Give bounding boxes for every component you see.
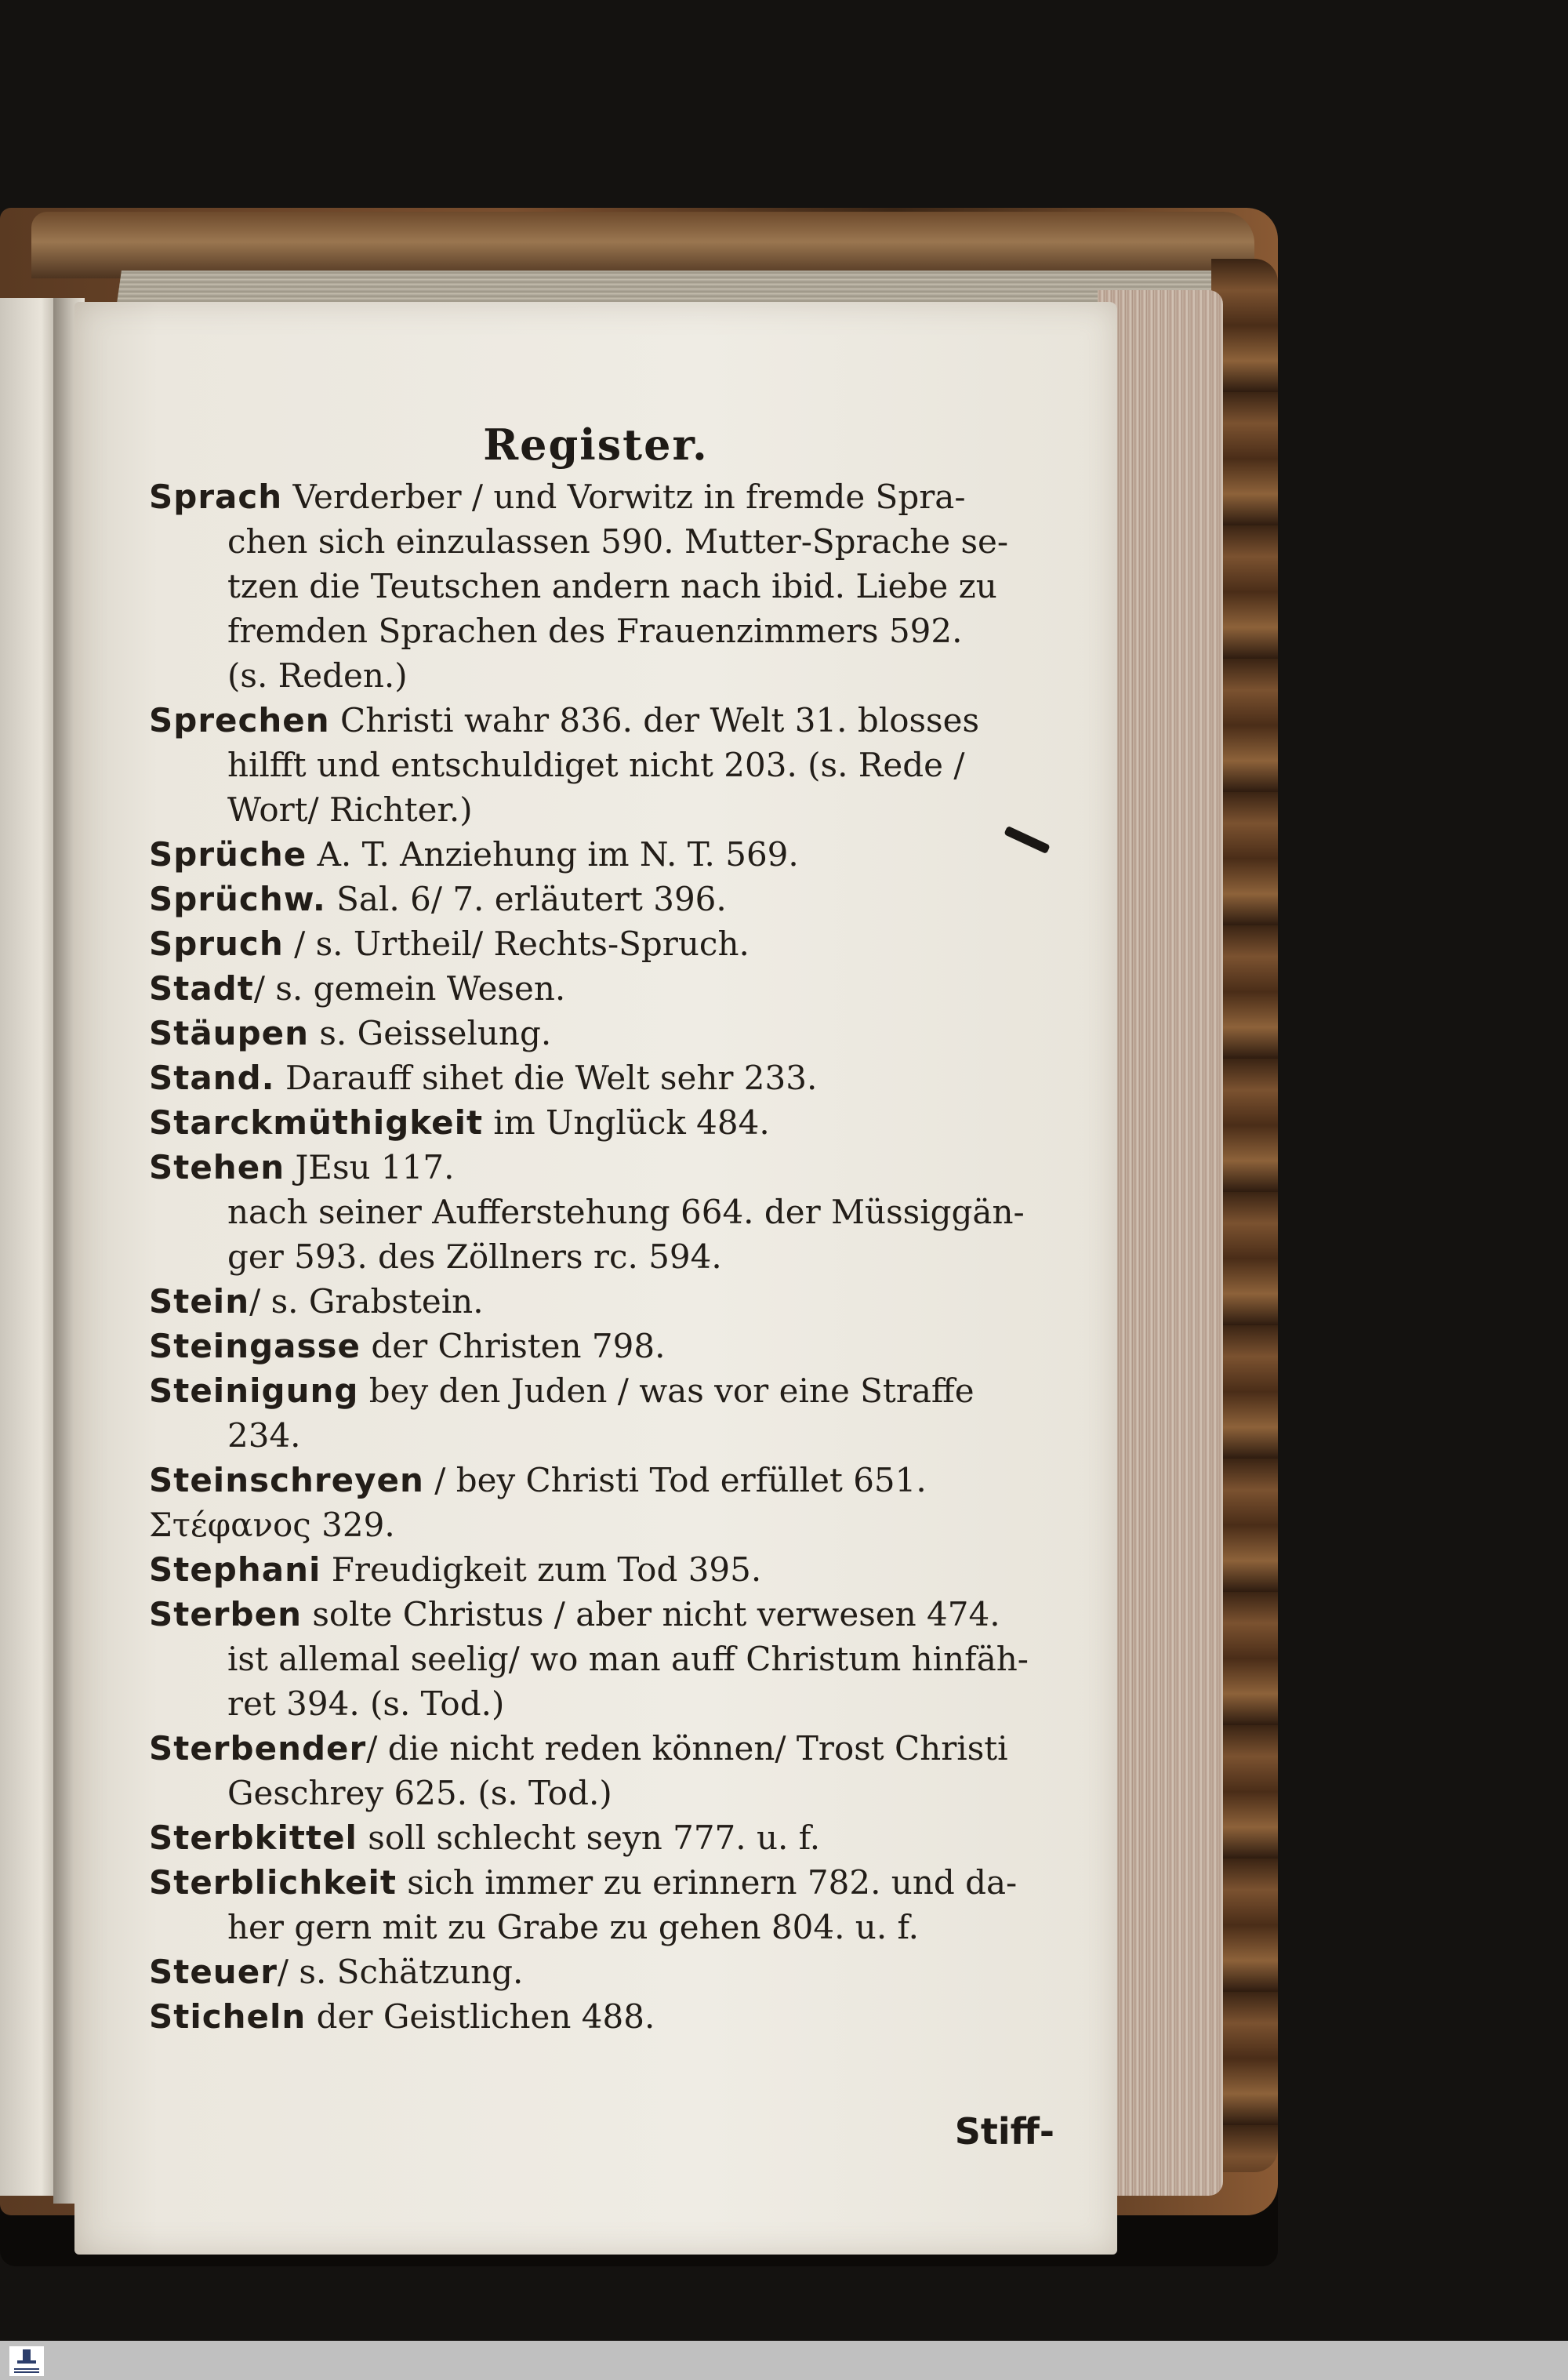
entry-text: (s. Reden.) [227,656,408,695]
entry-text: solte Christus / aber nicht verwesen 474. [301,1595,1000,1633]
catchword: Stiff- [954,2110,1054,2153]
register-entry-continuation [149,1190,1066,1234]
entry-text: / s. Urtheil/ Rechts-Spruch. [283,925,750,963]
entry-text: 234. [227,1416,301,1455]
entry-text: / die nicht reden können/ Trost Christi [366,1729,1008,1768]
entry-text: tzen die Teutschen andern nach ibid. Liebe zu [227,567,997,605]
entry-text: ret 394. (s. Tod.) [227,1684,505,1723]
register-entry [149,877,1066,921]
entry-text: Darauff sihet die Welt sehr 233. [274,1059,818,1097]
left-page-edge [0,298,59,2196]
entry-term: Spruch [149,925,284,963]
entry-text: Στέφανος 329. [149,1506,395,1544]
entry-term: Sprach [149,478,283,516]
entry-text: / s. Grabstein. [249,1282,484,1321]
register-entries [149,474,1066,2039]
entry-text: / s. gemein Wesen. [253,969,566,1008]
register-entry [149,1011,1066,1056]
entry-text: Christi wahr 836. der Welt 31. blosses [329,701,979,739]
entry-text: hilfft und entschuldiget nicht 203. (s. Rede / [227,746,965,784]
entry-term: Stephani [149,1550,321,1589]
entry-text: Sal. 6/ 7. erläutert 396. [325,880,727,918]
entry-text: ger 593. des Zöllners rc. 594. [227,1237,722,1276]
register-entry [149,1547,1066,1592]
entry-text: bey den Juden / was vor eine Straffe [358,1372,975,1410]
register-entry [149,966,1066,1011]
entry-text: der Christen 798. [361,1327,666,1365]
entry-term: Stein [149,1282,250,1321]
register-entry [149,1368,1066,1413]
register-entry [149,474,1066,519]
register-entry-continuation [149,1637,1066,1681]
entry-text: Geschrey 625. (s. Tod.) [227,1774,612,1812]
register-entry [149,1994,1066,2039]
register-entry [149,1056,1066,1100]
register-entry-continuation [149,519,1066,564]
entry-text: s. Geisselung. [309,1014,552,1052]
entry-term: Sterbkittel [149,1819,358,1857]
register-entry [149,1592,1066,1637]
register-entry-continuation [149,564,1066,609]
entry-term: Sprechen [149,701,330,739]
entry-text: / bey Christi Tod erfüllet 651. [423,1461,927,1499]
register-entry [149,921,1066,966]
entry-term: Stand. [149,1059,275,1097]
register-entry-continuation [149,1234,1066,1279]
register-entry [149,832,1066,877]
entry-term: Steuer [149,1953,278,1991]
book-headband [31,212,1254,278]
entry-text: soll schlecht seyn 777. u. f. [357,1819,821,1857]
entry-text: im Unglück 484. [483,1103,770,1142]
entry-text: der Geistlichen 488. [306,1997,655,2036]
register-entry-continuation [149,653,1066,698]
entry-term: Steinschreyen [149,1461,424,1499]
entry-text: fremden Sprachen des Frauenzimmers 592. [227,612,963,650]
entry-term: Starckmüthigkeit [149,1103,484,1142]
right-page [74,302,1117,2255]
entry-term: Steingasse [149,1327,361,1365]
entry-text: ist allemal seelig/ wo man auff Christum hinfäh- [227,1640,1029,1678]
entry-text: her gern mit zu Grabe zu gehen 804. u. f. [227,1908,919,1946]
register-entry [149,1279,1066,1324]
entry-text: JEsu 117. [285,1148,455,1186]
library-logo-icon [9,2346,44,2376]
entry-term: Stadt [149,969,254,1008]
register-entry-continuation [149,609,1066,653]
entry-term: Sterbender [149,1729,367,1768]
register-entry [149,1726,1066,1771]
entry-term: Sprüchw. [149,880,326,918]
viewer-footer-bar [0,2341,1568,2380]
register-entry-continuation [149,743,1066,787]
entry-term: Sterben [149,1595,302,1633]
entry-text: / s. Schätzung. [277,1953,524,1991]
register-entry [149,1324,1066,1368]
entry-term: Sprüche [149,835,307,874]
register-entry-continuation [149,1681,1066,1726]
register-entry [149,1949,1066,1994]
entry-text: A. T. Anziehung im N. T. 569. [307,835,799,874]
entry-text: Wort/ Richter.) [227,790,473,829]
entry-term: Stehen [149,1148,285,1186]
entry-term: Sterblichkeit [149,1863,397,1902]
register-entry [149,1100,1066,1145]
entry-text: sich immer zu erinnern 782. und da- [396,1863,1018,1902]
register-entry [149,1458,1066,1502]
entry-text: Verderber / und Vorwitz in fremde Spra- [282,478,966,516]
entry-text: chen sich einzulassen 590. Mutter-Sprache se- [227,522,1009,561]
register-entry-continuation [149,1413,1066,1458]
entry-text: nach seiner Aufferstehung 664. der Müssiggän- [227,1193,1025,1231]
register-entry [149,1502,1066,1547]
register-entry [149,1860,1066,1905]
register-entry [149,698,1066,743]
register-entry [149,1815,1066,1860]
register-entry-continuation [149,1905,1066,1949]
entry-term: Steinigung [149,1372,359,1410]
entry-term: Stäupen [149,1014,310,1052]
register-entry-continuation [149,787,1066,832]
entry-text: Freudigkeit zum Tod 395. [321,1550,762,1589]
page-header: Register. [483,420,709,470]
register-entry-continuation [149,1771,1066,1815]
register-entry [149,1145,1066,1190]
entry-term: Sticheln [149,1997,307,2036]
